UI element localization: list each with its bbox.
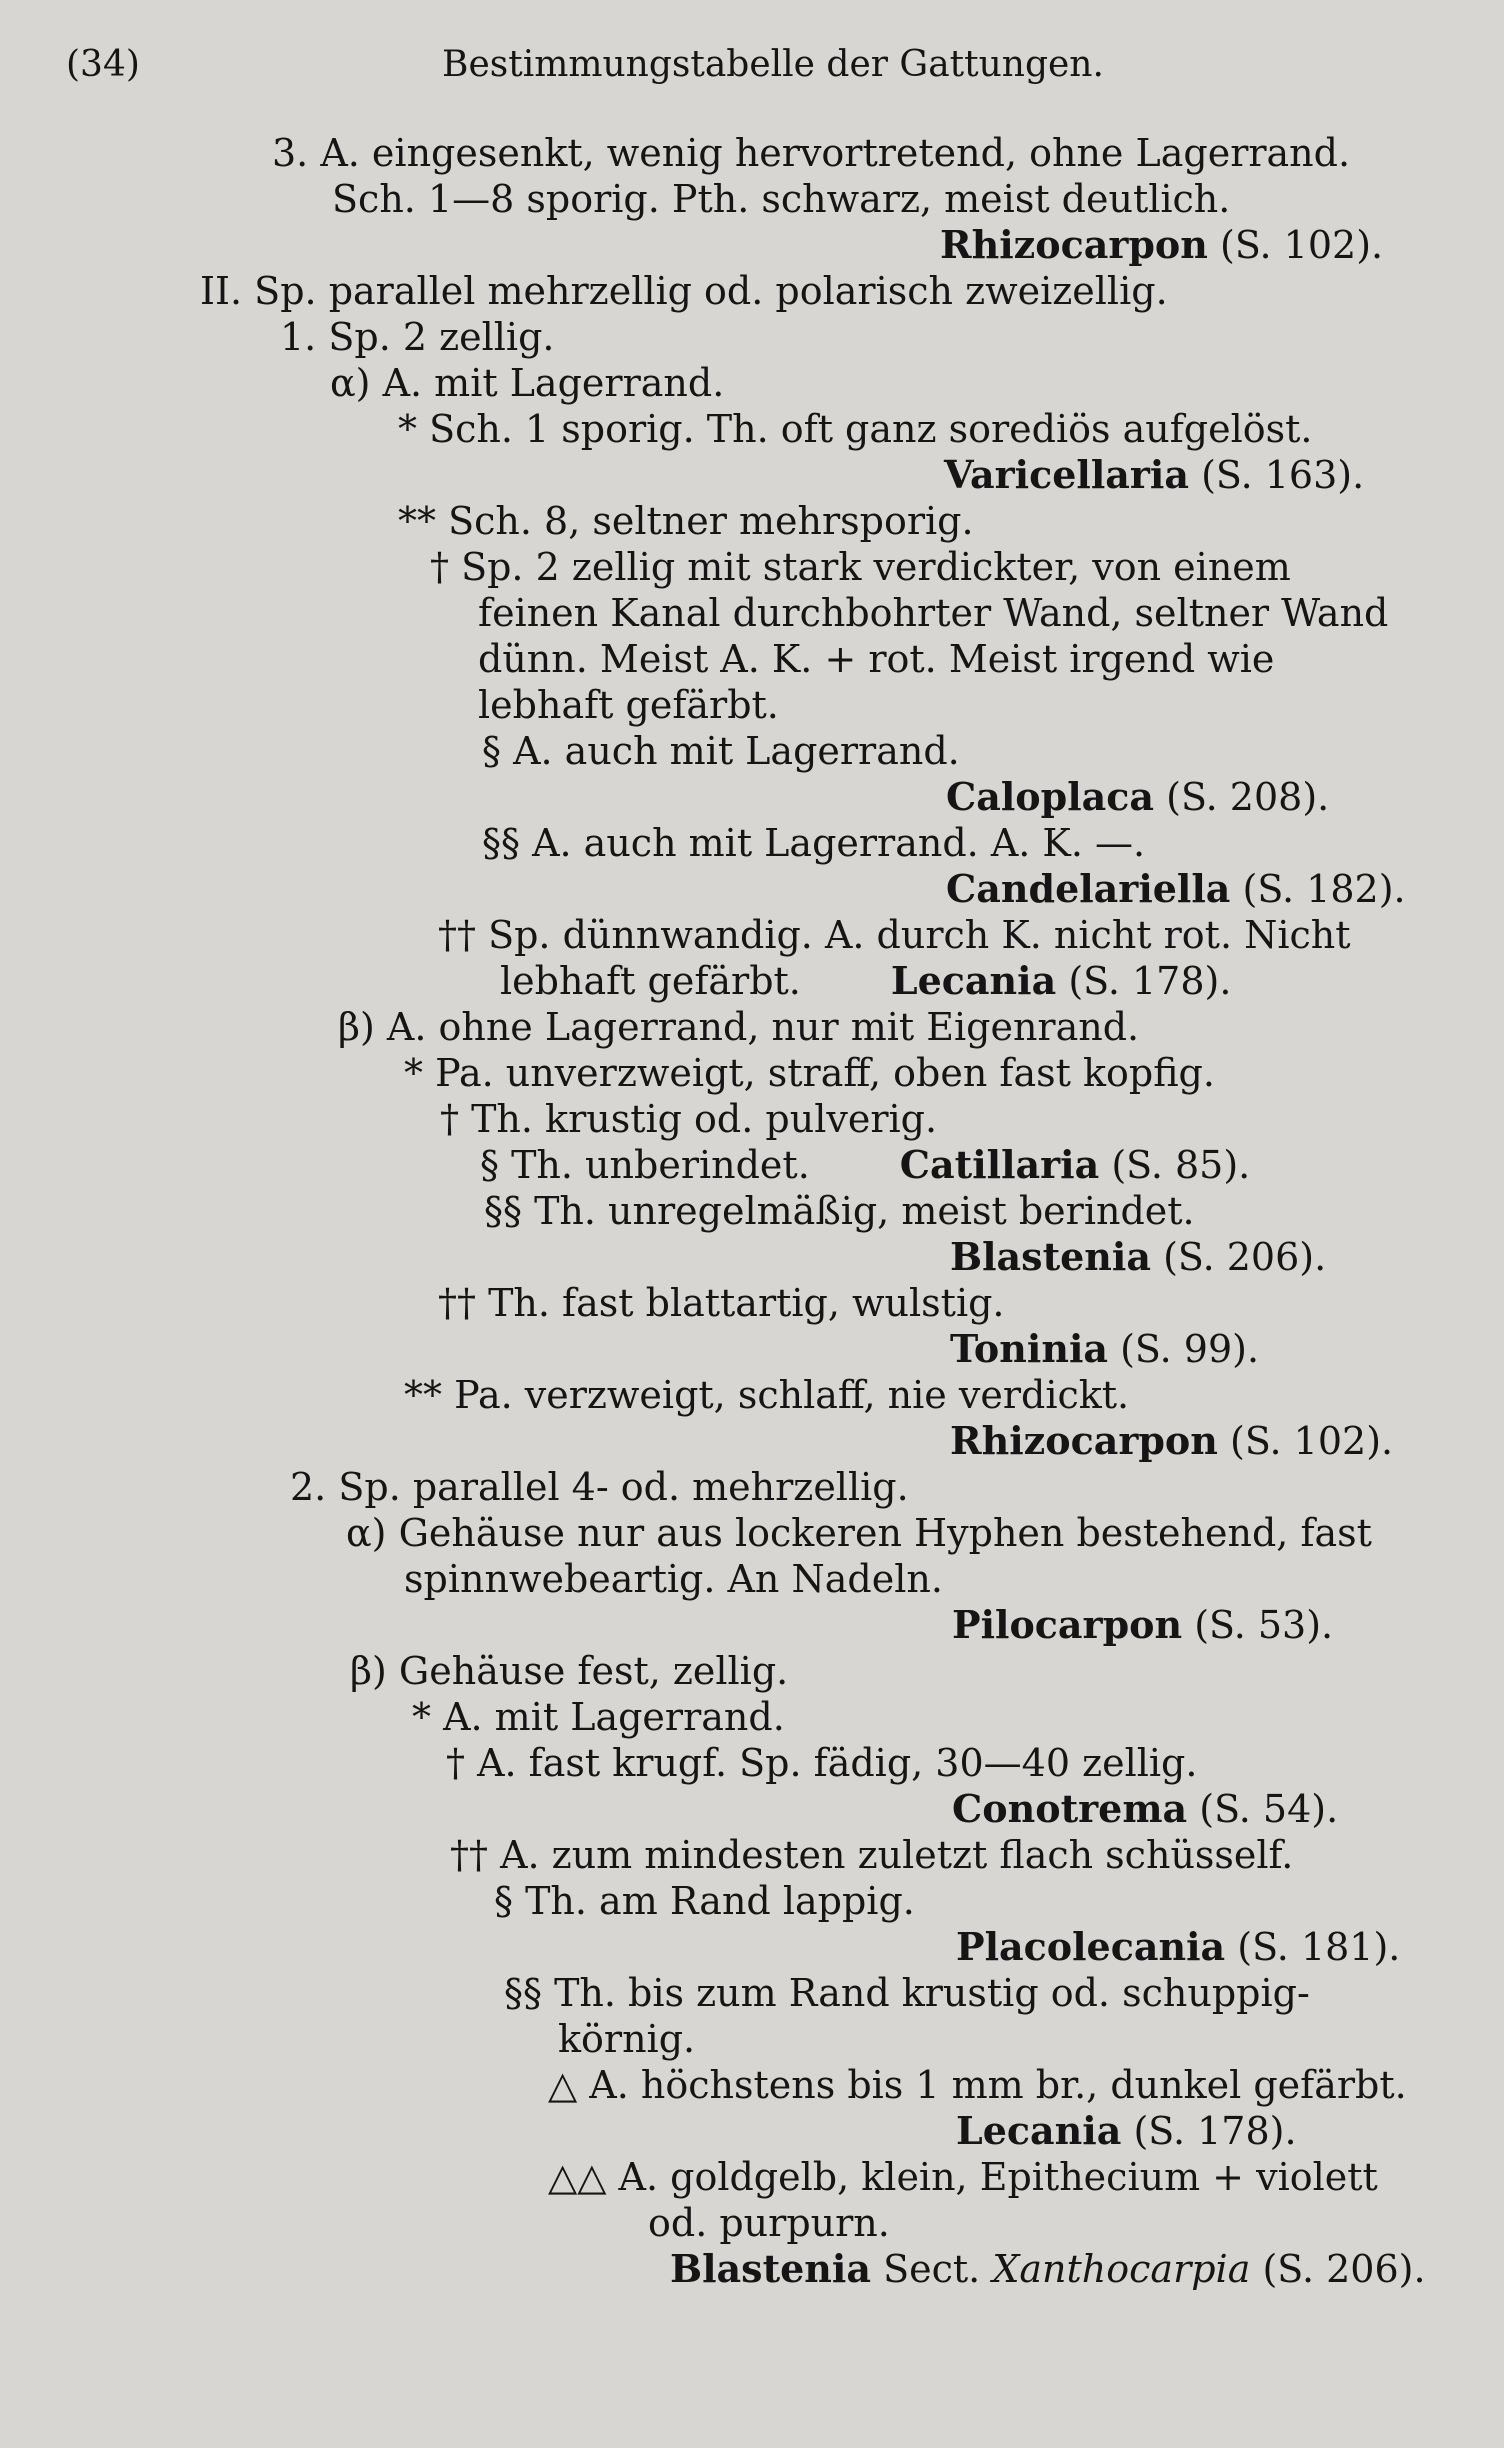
line-text: §§ Th. unregelmäßig, meist berindet. <box>484 1189 1195 1233</box>
text-line <box>398 406 1312 452</box>
page-reference: (S. 178). <box>1133 2109 1297 2153</box>
text-line <box>548 2062 1407 2108</box>
genus-name: Caloplaca <box>946 774 1155 819</box>
genus-name: Toninia <box>950 1326 1109 1371</box>
line-text: §§ Th. bis zum Rand krustig od. schuppig- <box>504 1971 1310 2015</box>
text-line <box>482 728 960 774</box>
text-line <box>494 1878 915 1924</box>
genus-name: Blastenia <box>950 1234 1151 1279</box>
text-line <box>548 2154 1378 2200</box>
page-reference: (S. 163). <box>1201 453 1365 497</box>
text-line <box>946 866 1406 912</box>
genus-name: Candelariella <box>946 866 1231 911</box>
line-text: α) A. mit Lagerrand. <box>330 361 725 405</box>
genus-name: Conotrema <box>952 1786 1188 1831</box>
text-line <box>956 2108 1297 2154</box>
page-number: (34) <box>66 44 140 85</box>
line-text: 2. Sp. parallel 4- od. mehrzellig. <box>290 1465 909 1509</box>
text-line <box>478 682 779 728</box>
page-reference: (S. 102). <box>1230 1419 1394 1463</box>
text-line <box>670 2246 1426 2292</box>
line-text: †† Th. fast blattartig, wulstig. <box>438 1281 1005 1325</box>
page-reference: (S. 102). <box>1220 223 1384 267</box>
line-text: * Pa. unverzweigt, straff, oben fast kopfig. <box>404 1051 1215 1095</box>
text-line <box>480 1142 1250 1188</box>
line-text: Sch. 1—8 sporig. Pth. schwarz, meist deutlich. <box>332 177 1231 221</box>
text-line <box>290 1464 909 1510</box>
line-text: †† A. zum mindesten zuletzt flach schüsself. <box>450 1833 1294 1877</box>
line-text: † A. fast krugf. Sp. fädig, 30—40 zellig. <box>446 1741 1198 1785</box>
text-line <box>438 912 1351 958</box>
line-text: lebhaft gefärbt. <box>478 683 779 727</box>
text-line <box>330 360 724 406</box>
text-line <box>350 1648 788 1694</box>
line-text: † Th. krustig od. pulverig. <box>440 1097 938 1141</box>
text-line <box>440 1096 937 1142</box>
text-line <box>280 314 554 360</box>
text-line <box>404 1556 943 1602</box>
genus-name: Lecania <box>890 958 1057 1003</box>
line-text: feinen Kanal durchbohrter Wand, seltner Wand <box>478 591 1389 635</box>
genus-name: Pilocarpon <box>952 1602 1183 1647</box>
line-text: körnig. <box>558 2017 696 2061</box>
page-reference: (S. 53). <box>1194 1603 1334 1647</box>
line-text: β) Gehäuse fest, zellig. <box>350 1649 789 1693</box>
page-reference: (S. 181). <box>1237 1925 1401 1969</box>
line-text: β) A. ohne Lagerrand, nur mit Eigenrand. <box>338 1005 1140 1049</box>
line-text: lebhaft gefärbt. <box>500 959 801 1003</box>
text-line <box>438 1280 1005 1326</box>
text-line <box>952 1602 1333 1648</box>
page-reference: (S. 206). <box>1163 1235 1327 1279</box>
page-reference: (S. 208). <box>1166 775 1330 819</box>
genus-name: Varicellaria <box>944 452 1189 497</box>
text-line <box>950 1418 1393 1464</box>
text-line <box>482 820 1145 866</box>
text-line <box>950 1234 1326 1280</box>
line-text: ** Sch. 8, seltner mehrsporig. <box>398 499 974 543</box>
line-text: 1. Sp. 2 zellig. <box>280 315 555 359</box>
line-text: ** Pa. verzweigt, schlaff, nie verdickt. <box>404 1373 1130 1417</box>
genus-name: Catillaria <box>899 1142 1100 1187</box>
text-line <box>944 452 1364 498</box>
page-reference: (S. 206). <box>1262 2247 1426 2291</box>
text-line <box>478 590 1388 636</box>
text-line <box>430 544 1291 590</box>
text-line <box>404 1372 1129 1418</box>
text-line <box>484 1188 1195 1234</box>
text-line <box>940 222 1383 268</box>
line-text: § Th. unberindet. <box>480 1143 810 1187</box>
page-reference: (S. 99). <box>1120 1327 1260 1371</box>
line-text: § A. auch mit Lagerrand. <box>482 729 960 773</box>
text-line <box>272 130 1350 176</box>
text-line <box>346 1510 1372 1556</box>
text-line <box>332 176 1230 222</box>
text-line <box>504 1970 1310 2016</box>
running-title: Bestimmungstabelle der Gattungen. <box>442 44 1104 85</box>
text-line <box>956 1924 1400 1970</box>
genus-name: Rhizocarpon <box>940 222 1208 267</box>
section-name: Xanthocarpia <box>992 2247 1251 2291</box>
text-line <box>648 2200 890 2246</box>
line-text: * Sch. 1 sporig. Th. oft ganz sorediös aufgelöst. <box>398 407 1313 451</box>
line-text: * A. mit Lagerrand. <box>412 1695 785 1739</box>
genus-name: Rhizocarpon <box>950 1418 1218 1463</box>
genus-name: Lecania <box>956 2108 1122 2153</box>
line-text: II. Sp. parallel mehrzellig od. polarisch zweizellig. <box>200 269 1168 313</box>
line-text: od. purpurn. <box>648 2201 890 2245</box>
text-line <box>950 1326 1259 1372</box>
text-line <box>412 1694 785 1740</box>
genus-name: Blastenia <box>670 2246 871 2291</box>
page-reference: (S. 54). <box>1199 1787 1339 1831</box>
section-label: Sect. <box>883 2247 981 2291</box>
line-text: △△ A. goldgelb, klein, Epithecium + violett <box>548 2155 1378 2199</box>
text-line <box>404 1050 1215 1096</box>
page-reference: (S. 178). <box>1068 959 1232 1003</box>
line-text: 3. A. eingesenkt, wenig hervortretend, ohne Lagerrand. <box>272 131 1351 175</box>
line-text: △ A. höchstens bis 1 mm br., dunkel gefärbt. <box>548 2063 1407 2107</box>
line-text: α) Gehäuse nur aus lockeren Hyphen bestehend, fast <box>346 1511 1372 1555</box>
text-line <box>500 958 1231 1004</box>
line-text: †† Sp. dünnwandig. A. durch K. nicht rot. Nicht <box>438 913 1351 957</box>
text-line <box>338 1004 1139 1050</box>
genus-name: Placolecania <box>956 1924 1226 1969</box>
line-text: §§ A. auch mit Lagerrand. A. K. —. <box>482 821 1146 865</box>
line-text: § Th. am Rand lappig. <box>494 1879 915 1923</box>
text-line <box>446 1740 1197 1786</box>
text-line <box>946 774 1329 820</box>
text-line <box>398 498 974 544</box>
text-line <box>952 1786 1338 1832</box>
text-line <box>478 636 1274 682</box>
line-text: † Sp. 2 zellig mit stark verdickter, von einem <box>430 545 1291 589</box>
line-text: dünn. Meist A. K. + rot. Meist irgend wie <box>478 637 1275 681</box>
text-line <box>558 2016 695 2062</box>
line-text: spinnwebeartig. An Nadeln. <box>404 1557 943 1601</box>
text-line <box>200 268 1168 314</box>
page-reference: (S. 182). <box>1242 867 1406 911</box>
page-reference: (S. 85). <box>1111 1143 1251 1187</box>
text-line <box>450 1832 1293 1878</box>
